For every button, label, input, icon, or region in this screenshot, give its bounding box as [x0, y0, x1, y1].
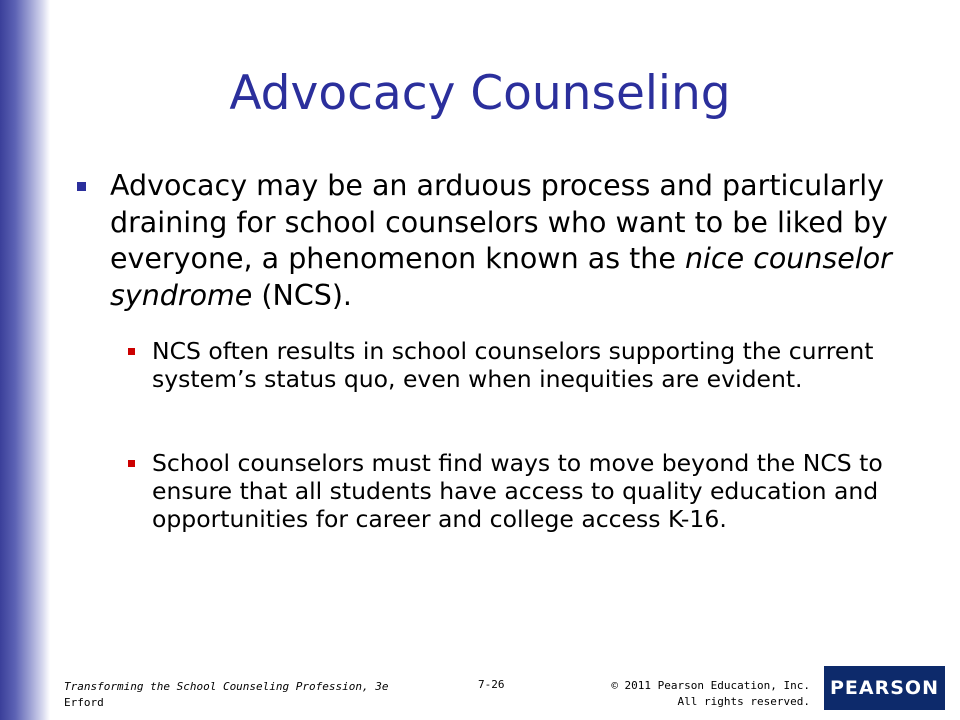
main-bullet	[110, 168, 900, 314]
copyright-line-2: All rights reserved.	[677, 695, 810, 708]
footer-book-title: Transforming the School Counseling Profession, 3e	[64, 680, 389, 693]
main-bullet-text: Advocacy may be an arduous process and particularly draining for school counselors who want to be liked by everyone, a phenomenon known as the	[110, 169, 888, 275]
footer-copyright	[611, 678, 810, 710]
sub-bullet-1: NCS often results in school counselors supporting the current system’s status quo, even when inequities are evident.	[152, 337, 874, 393]
sub-bullet-2: School counselors must find ways to move beyond the NCS to ensure that all students have access to quality education and opportunities for career and college access K-16.	[152, 449, 883, 533]
main-bullet-text-end: (NCS).	[252, 278, 352, 312]
pearson-logo-text: PEARSON	[830, 677, 939, 699]
copyright-line-1: © 2011 Pearson Education, Inc.	[611, 679, 810, 692]
slide-number: 7-26	[478, 678, 505, 691]
footer-author: Erford	[64, 696, 104, 709]
sub-bullet-square-icon	[128, 460, 135, 467]
main-bullet-emphasis: nice counselor syndrome	[110, 242, 892, 312]
slide-title: Advocacy Counseling	[229, 66, 731, 121]
footer-book-info	[64, 679, 389, 711]
sub-bullet-square-icon	[128, 348, 135, 355]
pearson-logo	[824, 666, 945, 710]
bullet-square-icon	[77, 182, 86, 191]
